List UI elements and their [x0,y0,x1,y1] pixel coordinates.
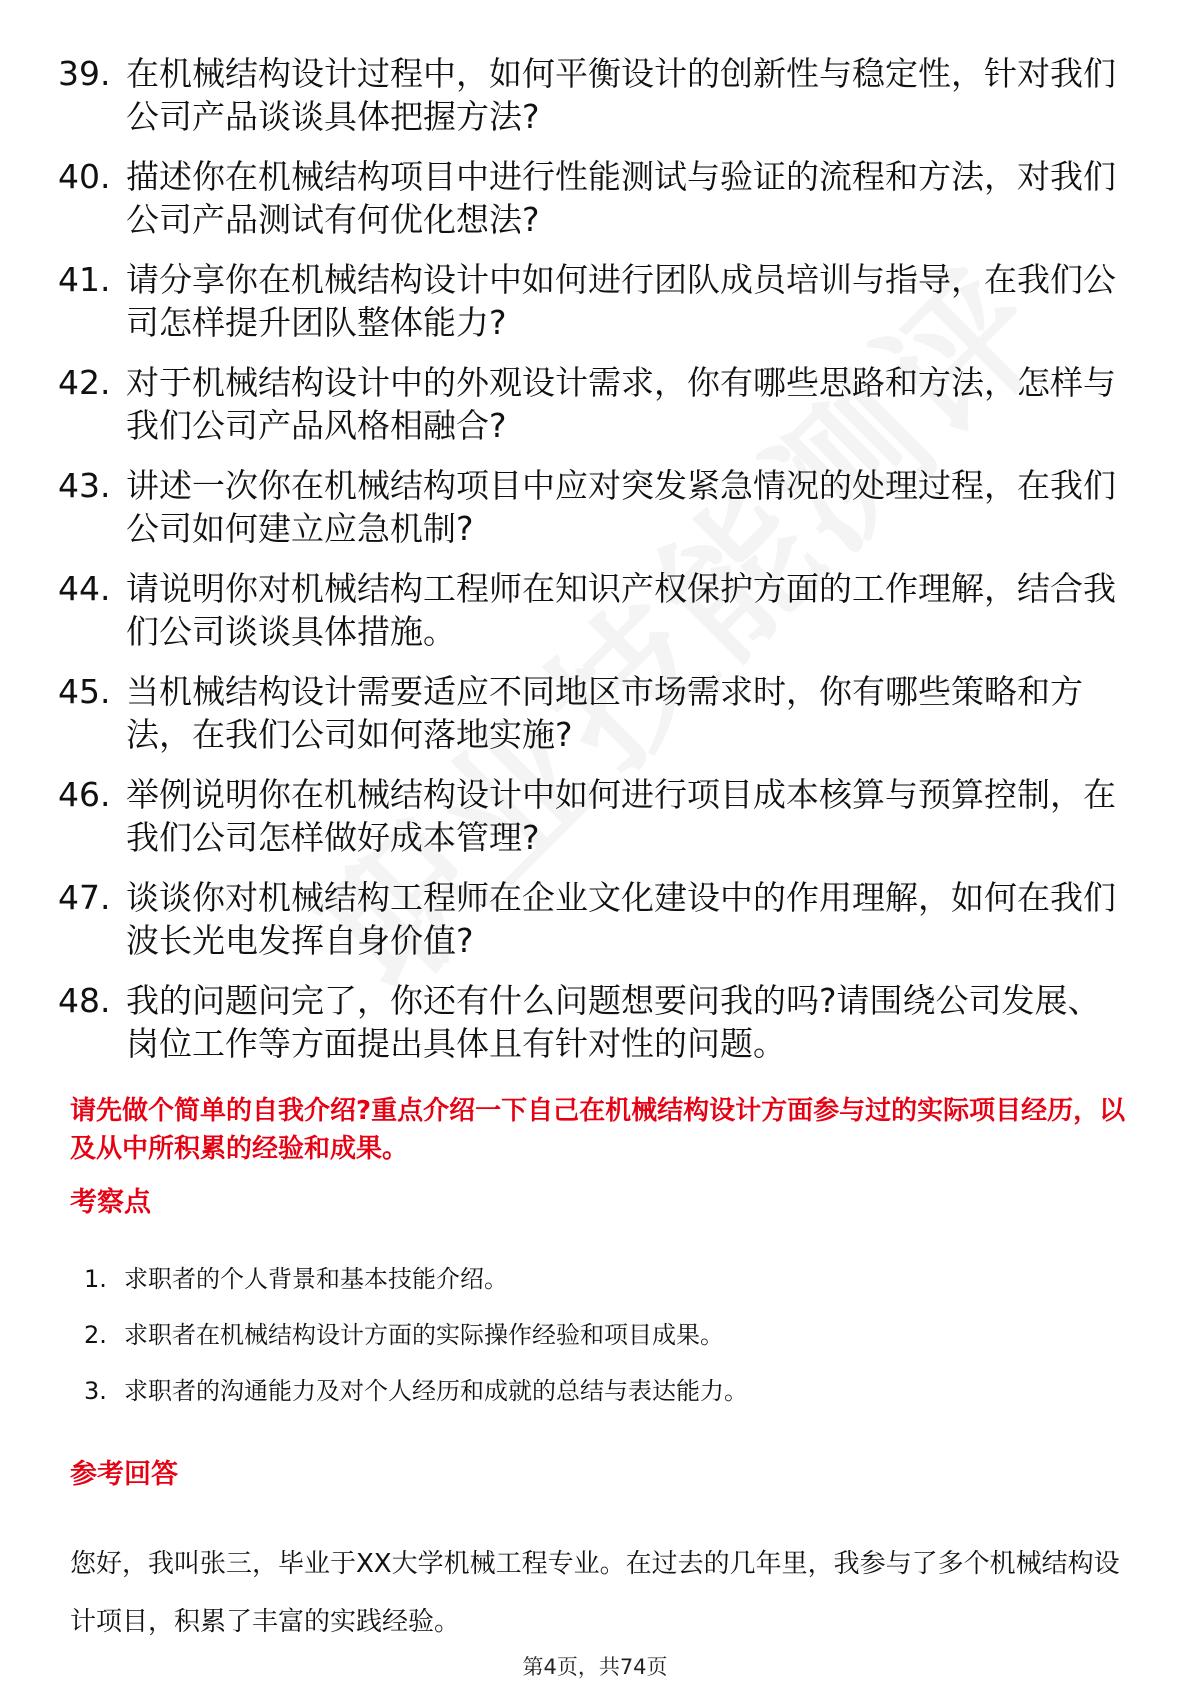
question-list [58,52,1118,1082]
question-text: 请说明你对机械结构工程师在知识产权保护方面的工作理解，结合我们公司谈谈具体措施。 [126,569,1116,651]
question-number: 42. [58,363,111,402]
question-item [58,567,1118,653]
page-footer: 第4页，共74页 [522,1655,668,1679]
question-item [58,773,1118,859]
assessment-point [84,1374,1084,1408]
question-text: 请分享你在机械结构设计中如何进行团队成员培训与指导，在我们公司怎样提升团队整体能力? [126,260,1116,342]
assessment-title: 考察点 [70,1187,151,1218]
question-number: 46. [58,775,111,814]
question-number: 41. [58,260,111,299]
reference-title: 参考回答 [70,1459,178,1490]
question-item [58,670,1118,756]
question-text: 举例说明你在机械结构设计中如何进行项目成本核算与预算控制，在我们公司怎样做好成本管理? [126,775,1116,857]
reference-answer: 您好，我叫张三，毕业于XX大学机械工程专业。在过去的几年里，我参与了多个机械结构设计项目，积累了丰富的实践经验。 [70,1549,1120,1637]
question-text: 讲述一次你在机械结构项目中应对突发紧急情况的处理过程，在我们公司如何建立应急机制? [126,466,1116,548]
assessment-point [84,1262,1084,1296]
question-number: 48. [58,981,111,1020]
question-text: 谈谈你对机械结构工程师在企业文化建设中的作用理解，如何在我们波长光电发挥自身价值? [126,878,1116,960]
question-number: 45. [58,672,111,711]
question-text: 我的问题问完了，你还有什么问题想要问我的吗?请围绕公司发展、岗位工作等方面提出具体且有针对性的问题。 [126,981,1101,1063]
question-text: 描述你在机械结构项目中进行性能测试与验证的流程和方法，对我们公司产品测试有何优化想法? [126,157,1116,239]
point-number: 2. [84,1321,107,1349]
point-text: 求职者在机械结构设计方面的实际操作经验和项目成果。 [124,1321,724,1349]
question-item [58,155,1118,241]
point-text: 求职者的个人背景和基本技能介绍。 [124,1265,508,1293]
assessment-points [84,1262,1084,1430]
question-item [58,979,1118,1065]
point-number: 1. [84,1265,107,1293]
question-item [58,361,1118,447]
question-text: 对于机械结构设计中的外观设计需求，你有哪些思路和方法，怎样与我们公司产品风格相融合? [126,363,1116,445]
assessment-point [84,1318,1084,1352]
question-number: 40. [58,157,111,196]
question-item [58,876,1118,962]
question-number: 44. [58,569,111,608]
question-text: 当机械结构设计需要适应不同地区市场需求时，你有哪些策略和方法，在我们公司如何落地实施? [126,672,1083,754]
question-number: 39. [58,54,111,93]
question-item [58,52,1118,138]
featured-question: 请先做个简单的自我介绍?重点介绍一下自己在机械结构设计方面参与过的实际项目经历，以及从中所积累的经验和成果。 [70,1096,1126,1164]
question-item [58,258,1118,344]
question-number: 47. [58,878,111,917]
question-number: 43. [58,466,111,505]
point-text: 求职者的沟通能力及对个人经历和成就的总结与表达能力。 [124,1377,748,1405]
question-item [58,464,1118,550]
point-number: 3. [84,1377,107,1405]
question-text: 在机械结构设计过程中，如何平衡设计的创新性与稳定性，针对我们公司产品谈谈具体把握方法? [126,54,1116,136]
